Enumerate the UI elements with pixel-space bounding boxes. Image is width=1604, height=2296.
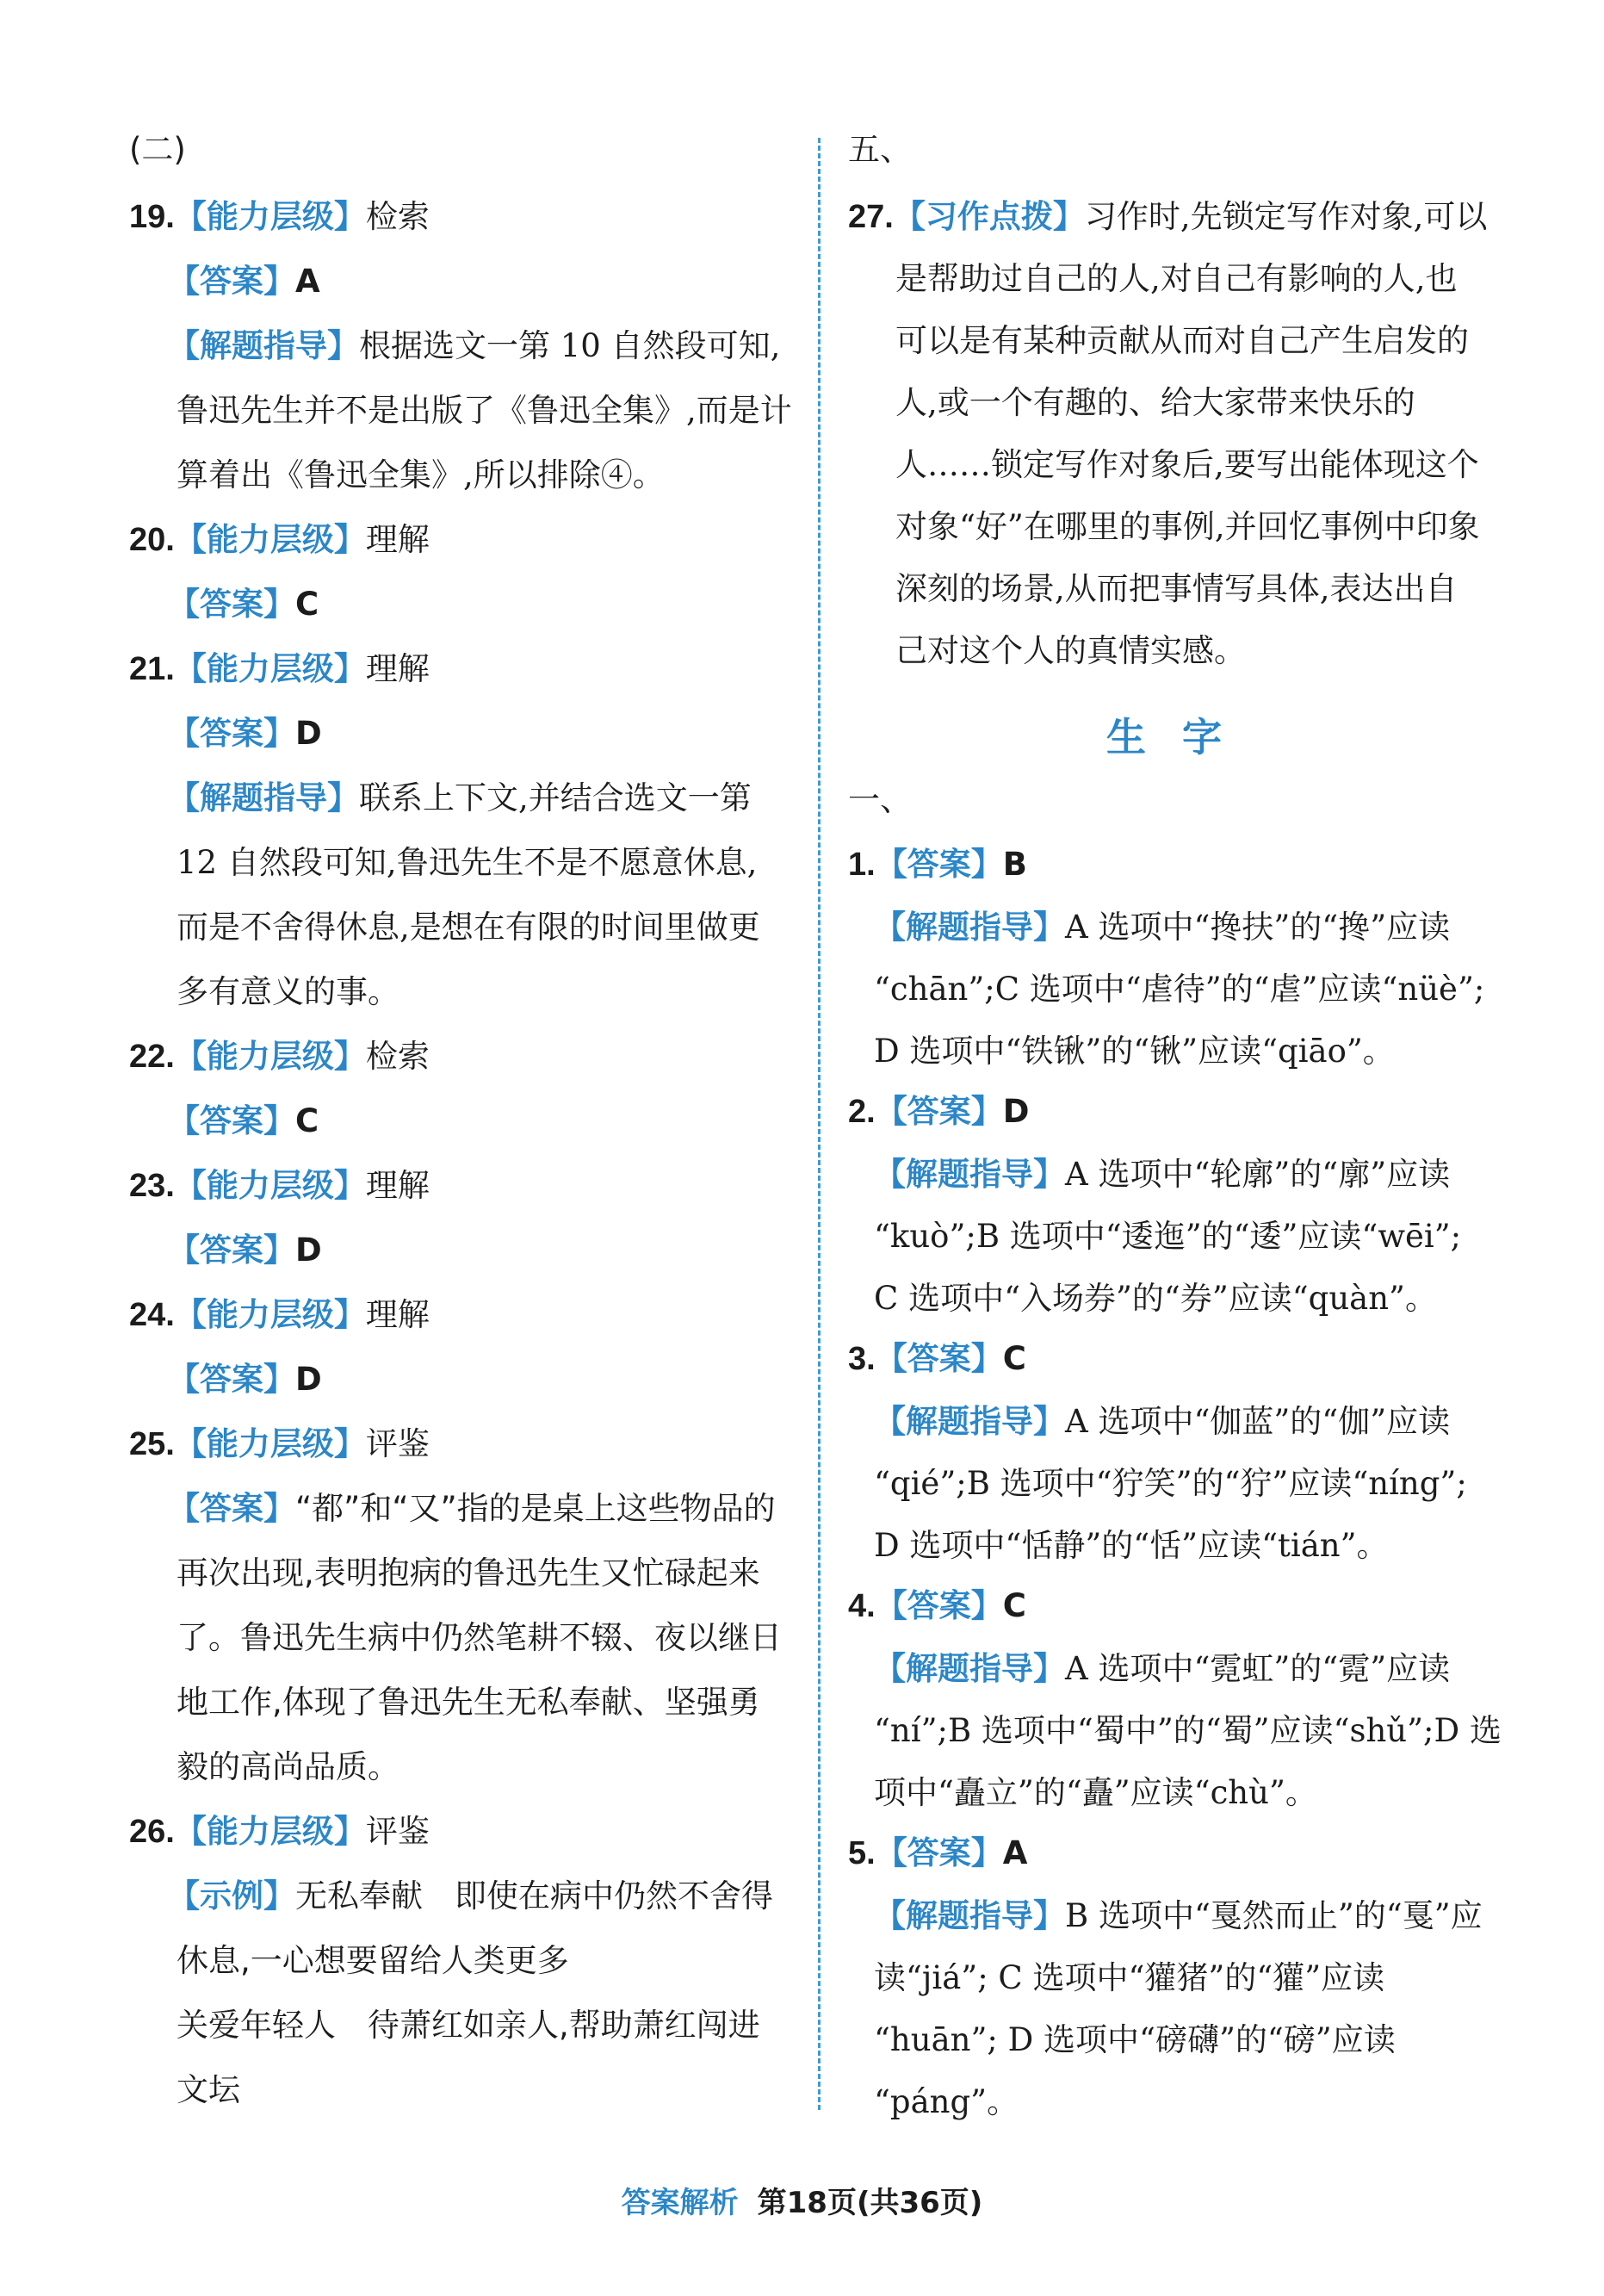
explanation-line: “chān”;C 选项中“虐待”的“虐”应读“nüè”; [874, 971, 1485, 1008]
item-3 [848, 1338, 1026, 1380]
ability-level-value: 理解 [365, 521, 430, 558]
item-1 [848, 844, 1027, 885]
answer-value: D [295, 715, 322, 752]
writing-tip-line: 是帮助过自己的人,对自己有影响的人,也 [895, 260, 1458, 297]
answer-23 [168, 1230, 322, 1271]
answer-line: 地工作,体现了鲁迅先生无私奉献、坚强勇 [177, 1684, 760, 1721]
answer-line: 再次出现,表明抱病的鲁迅先生又忙碌起来 [177, 1554, 760, 1592]
answer-tag: 【答案】 [875, 1834, 1003, 1871]
answer-25 [168, 1488, 776, 1530]
writing-tip-line: 深刻的场景,从而把事情写具体,表达出自 [895, 570, 1458, 607]
explanation-text: A 选项中“霓虹”的“霓”应读 [1065, 1650, 1451, 1687]
explanation-line: 读“jiá”; C 选项中“獾猪”的“獾”应读 [874, 1959, 1385, 1996]
question-27 [848, 196, 1487, 238]
ability-level-value: 评鉴 [365, 1425, 430, 1462]
question-number: 19. [129, 199, 175, 235]
explanation-tag: 【解题指导】 [874, 1650, 1065, 1687]
explanation-line: 而是不舍得休息,是想在有限的时间里做更 [177, 909, 760, 946]
writing-tip-text: 习作时,先锁定写作对象,可以 [1084, 198, 1488, 235]
answer-tag: 【答案】 [168, 263, 295, 300]
answer-tag: 【答案】 [168, 1490, 295, 1527]
ability-level-tag: 【能力层级】 [174, 1167, 366, 1204]
explanation-21 [168, 778, 752, 819]
sub-heading-1: 一、 [848, 781, 912, 818]
explanation-line: “ní”;B 选项中“蜀中”的“蜀”应读“shǔ”;D 选 [874, 1712, 1502, 1749]
answer-tag: 【答案】 [168, 715, 295, 752]
explanation-line: “páng”。 [874, 2083, 1019, 2120]
page-number: 第18页(共36页) [757, 2186, 983, 2220]
explanation-1 [874, 907, 1450, 948]
answer-tag: 【答案】 [168, 1361, 295, 1398]
answer-value: D [295, 1361, 322, 1398]
explanation-line: 算着出《鲁迅全集》,所以排除④。 [177, 456, 665, 493]
question-22 [129, 1036, 430, 1077]
answer-tag: 【答案】 [875, 1340, 1003, 1377]
explanation-text: 联系上下文,并结合选文一第 [359, 779, 752, 816]
question-number: 23. [129, 1168, 175, 1204]
explanation-19 [168, 326, 780, 367]
question-24 [129, 1294, 430, 1336]
answer-line: 毅的高尚品质。 [177, 1748, 399, 1785]
ability-level-value: 检索 [365, 1038, 430, 1075]
question-20 [129, 519, 430, 561]
item-2 [848, 1091, 1029, 1132]
answer-value: B [1002, 846, 1027, 883]
writing-tip-line: 人……锁定写作对象后,要写出能体现这个 [895, 446, 1479, 483]
footer-brand: 答案解析 [621, 2186, 739, 2220]
section-heading-5: 五、 [848, 131, 912, 168]
answer-20 [168, 584, 319, 625]
answer-value: C [1002, 1587, 1026, 1624]
explanation-5 [874, 1896, 1483, 1937]
answer-tag: 【答案】 [168, 1232, 295, 1269]
example-26 [168, 1876, 773, 1917]
explanation-tag: 【解题指导】 [874, 1897, 1065, 1934]
writing-tip-line: 人,或一个有趣的、给大家带来快乐的 [895, 384, 1415, 421]
explanation-tag: 【解题指导】 [874, 1403, 1065, 1440]
explanation-3 [874, 1401, 1450, 1443]
ability-level-tag: 【能力层级】 [174, 650, 366, 687]
explanation-line: “huān”; D 选项中“磅礴”的“磅”应读 [874, 2021, 1396, 2058]
writing-tip-line: 己对这个人的真情实感。 [895, 632, 1246, 669]
item-number: 5. [848, 1835, 876, 1871]
question-number: 26. [129, 1814, 175, 1850]
question-21 [129, 648, 430, 690]
explanation-tag: 【解题指导】 [168, 779, 359, 816]
ability-level-tag: 【能力层级】 [174, 1425, 366, 1462]
writing-tip-line: 可以是有某种贡献从而对自己产生启发的 [895, 322, 1469, 359]
question-23 [129, 1165, 430, 1207]
column-divider [818, 138, 821, 2110]
answer-value: D [1002, 1093, 1030, 1130]
explanation-text: A 选项中“轮廓”的“廓”应读 [1065, 1156, 1451, 1193]
section-title-new-characters: 生字 [1106, 714, 1258, 760]
writing-tip-line: 对象“好”在哪里的事例,并回忆事例中印象 [895, 508, 1480, 545]
ability-level-tag: 【能力层级】 [174, 1038, 366, 1075]
page-footer [0, 2179, 1604, 2221]
answer-24 [168, 1359, 322, 1400]
question-26 [129, 1811, 430, 1852]
explanation-line: D 选项中“恬静”的“恬”应读“tián”。 [874, 1527, 1389, 1564]
example-line: 关爱年轻人 待萧红如亲人,帮助萧红闯进 [177, 2007, 760, 2044]
item-number: 3. [848, 1341, 876, 1377]
writing-tip-tag: 【习作点拨】 [893, 198, 1085, 235]
question-number: 22. [129, 1039, 175, 1075]
answer-value: C [1002, 1340, 1026, 1377]
explanation-4 [874, 1648, 1450, 1690]
explanation-tag: 【解题指导】 [168, 327, 359, 364]
question-number: 27. [848, 199, 894, 235]
question-number: 24. [129, 1297, 175, 1333]
answer-21 [168, 713, 322, 754]
explanation-line: 鲁迅先生并不是出版了《鲁迅全集》,而是计 [177, 392, 792, 429]
explanation-line: 12 自然段可知,鲁迅先生不是不愿意休息, [177, 844, 758, 881]
answer-value: D [295, 1232, 322, 1269]
question-25 [129, 1424, 430, 1465]
explanation-line: 项中“矗立”的“矗”应读“chù”。 [874, 1774, 1317, 1811]
question-19 [129, 196, 430, 238]
answer-value: C [295, 586, 319, 623]
answer-tag: 【答案】 [875, 846, 1003, 883]
explanation-line: 多有意义的事。 [177, 973, 399, 1010]
item-number: 2. [848, 1094, 876, 1130]
explanation-line: C 选项中“入场券”的“券”应读“quàn”。 [874, 1280, 1437, 1317]
item-number: 4. [848, 1588, 876, 1624]
item-4 [848, 1585, 1026, 1627]
answer-text: “都”和“又”指的是桌上这些物品的 [295, 1490, 776, 1527]
answer-value: C [295, 1102, 319, 1139]
explanation-text: A 选项中“搀扶”的“搀”应读 [1065, 909, 1451, 946]
ability-level-value: 理解 [365, 1296, 430, 1333]
answer-value: A [1002, 1834, 1028, 1871]
ability-level-value: 理解 [365, 1167, 430, 1204]
ability-level-tag: 【能力层级】 [174, 1296, 366, 1333]
example-line: 休息,一心想要留给人类更多 [177, 1942, 569, 1979]
explanation-tag: 【解题指导】 [874, 909, 1065, 946]
explanation-line: “kuò”;B 选项中“逶迤”的“逶”应读“wēi”; [874, 1218, 1462, 1255]
explanation-text: 根据选文一第 10 自然段可知, [359, 327, 781, 364]
section-heading-2: (二) [129, 131, 186, 168]
question-number: 20. [129, 522, 175, 558]
explanation-line: “qié”;B 选项中“狞笑”的“狞”应读“níng”; [874, 1465, 1467, 1502]
explanation-text: A 选项中“伽蓝”的“伽”应读 [1065, 1403, 1451, 1440]
answer-22 [168, 1101, 319, 1142]
answer-tag: 【答案】 [875, 1093, 1003, 1130]
ability-level-value: 理解 [365, 650, 430, 687]
ability-level-tag: 【能力层级】 [174, 1813, 366, 1850]
item-5 [848, 1833, 1027, 1874]
answer-line: 了。鲁迅先生病中仍然笔耕不辍、夜以继日 [177, 1619, 782, 1656]
example-line: 文坛 [177, 2071, 240, 2108]
item-number: 1. [848, 847, 876, 883]
example-tag: 【示例】 [168, 1877, 295, 1914]
ability-level-value: 检索 [365, 198, 430, 235]
answer-tag: 【答案】 [168, 1102, 295, 1139]
answer-tag: 【答案】 [168, 586, 295, 623]
example-text: 无私奉献 即使在病中仍然不舍得 [295, 1877, 773, 1914]
explanation-tag: 【解题指导】 [874, 1156, 1065, 1193]
question-number: 25. [129, 1426, 175, 1462]
explanation-line: D 选项中“铁锹”的“锹”应读“qiāo”。 [874, 1033, 1395, 1070]
answer-value: A [295, 263, 320, 300]
answer-19 [168, 261, 320, 302]
explanation-2 [874, 1154, 1450, 1195]
answer-tag: 【答案】 [875, 1587, 1003, 1624]
ability-level-tag: 【能力层级】 [174, 521, 366, 558]
explanation-text: B 选项中“戛然而止”的“戛”应 [1065, 1897, 1483, 1934]
ability-level-tag: 【能力层级】 [174, 198, 366, 235]
question-number: 21. [129, 651, 175, 687]
ability-level-value: 评鉴 [365, 1813, 430, 1850]
